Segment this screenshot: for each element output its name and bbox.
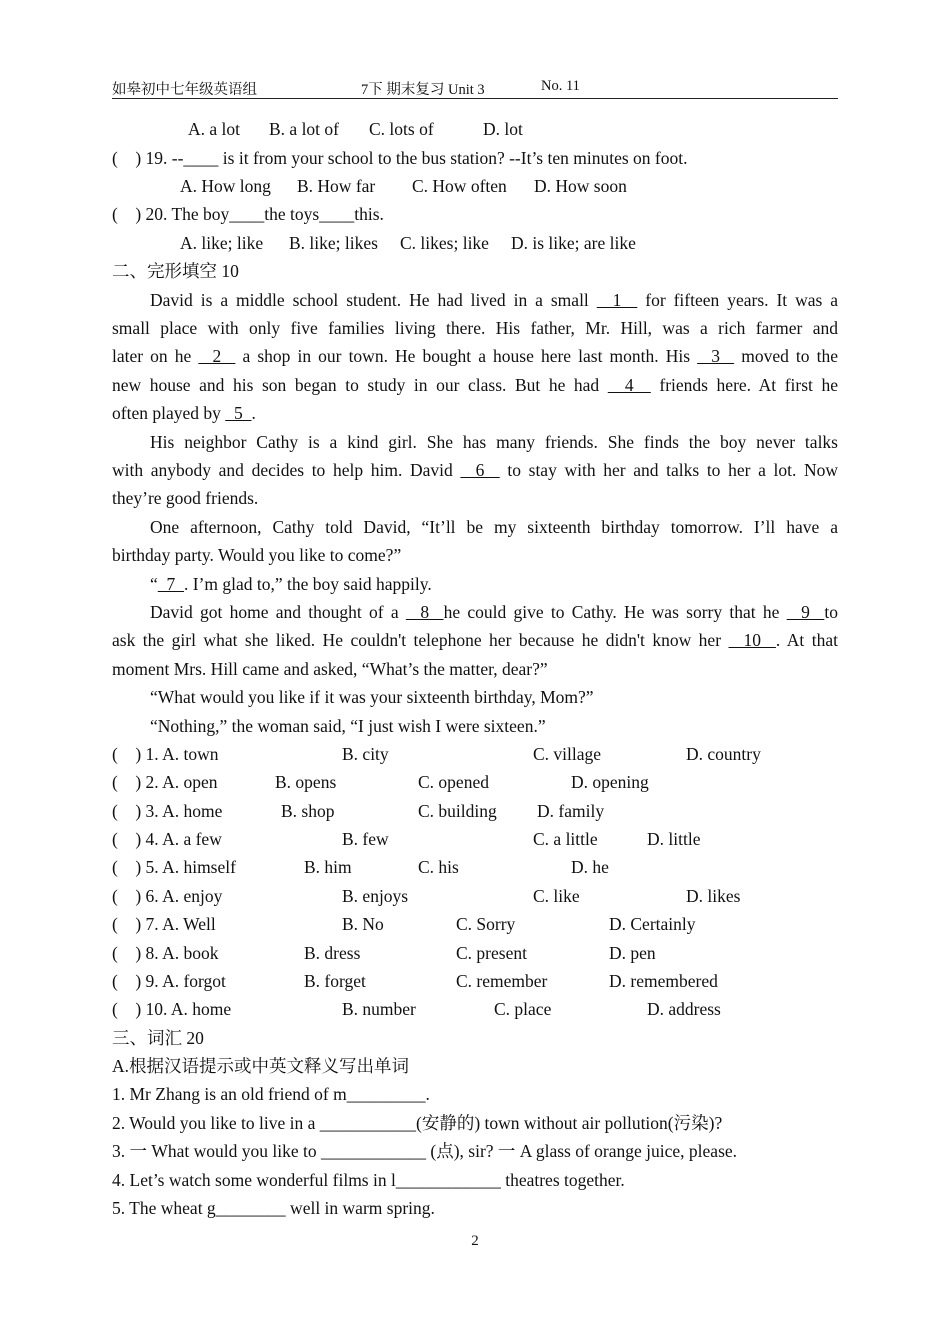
q19-option-a: A. How long	[180, 176, 271, 196]
blank-8: 8	[405, 602, 444, 622]
cloze-q5-b: B. him	[304, 857, 352, 877]
cloze-q3-c: C. building	[418, 801, 497, 821]
cloze-q6-d: D. likes	[686, 886, 741, 906]
vocab-item-5: 5. The wheat g________ well in warm spring.	[112, 1198, 435, 1218]
blank-9: 9	[786, 602, 825, 622]
page-header	[112, 76, 838, 99]
q20-option-d: D. is like; are like	[511, 233, 636, 253]
cloze-q5-a: ( ) 5. A. himself	[112, 857, 236, 877]
blank-4: 4	[607, 375, 651, 395]
cloze-q7-c: C. Sorry	[456, 914, 516, 934]
q20-option-c: C. likes; like	[400, 233, 489, 253]
cloze-p5-line1: David got home and thought of a 8 he could give to Cathy. He was sorry that he 9 to	[150, 602, 838, 622]
cloze-p6: “What would you like if it was your sixteenth birthday, Mom?”	[150, 687, 594, 707]
cloze-q9-a: ( ) 9. A. forgot	[112, 971, 226, 991]
q20-stem: ( ) 20. The boy____the toys____this.	[112, 204, 384, 224]
cloze-p3-line1: One afternoon, Cathy told David, “It’ll be my sixteenth birthday tomorrow. I’ll have a	[150, 517, 838, 537]
cloze-q4-d: D. little	[647, 829, 701, 849]
header-number: No. 11	[541, 78, 580, 94]
blank-7: 7	[157, 574, 185, 594]
cloze-q8-d: D. pen	[609, 943, 656, 963]
cloze-p2-line3: they’re good friends.	[112, 488, 259, 508]
cloze-q2-c: C. opened	[418, 772, 489, 792]
page-number: 2	[471, 1233, 479, 1249]
q20-option-b: B. like; likes	[289, 233, 378, 253]
cloze-q9-d: D. remembered	[609, 971, 718, 991]
cloze-p7: “Nothing,” the woman said, “I just wish I were sixteen.”	[150, 716, 546, 736]
cloze-p2-line2: with anybody and decides to help him. David 6 to stay with her and talks to her a lot. Now	[112, 460, 839, 480]
cloze-q4-b: B. few	[342, 829, 389, 849]
cloze-q4-c: C. a little	[533, 829, 598, 849]
cloze-q10-c: C. place	[494, 999, 552, 1019]
cloze-q2-d: D. opening	[571, 772, 649, 792]
q18-option-b: B. a lot of	[269, 119, 339, 139]
cloze-p1-line2: small place with only five families living there. His father, Mr. Hill, was a rich farmer and	[112, 318, 838, 338]
cloze-p1-line3: later on he 2 a shop in our town. He bought a house here last month. His 3 moved to the	[112, 346, 838, 366]
cloze-q10-b: B. number	[342, 999, 416, 1019]
vocab-item-2: 2. Would you like to live in a ___________(安静的) town without air pollution(污染)?	[112, 1113, 723, 1133]
q20-option-a: A. like; like	[180, 233, 264, 253]
cloze-q1-a: ( ) 1. A. town	[112, 744, 219, 764]
vocab-item-3: 3. 一 What would you like to ____________ (点), sir? 一 A glass of orange juice, please.	[112, 1141, 738, 1161]
cloze-q1-c: C. village	[533, 744, 602, 764]
q19-option-b: B. How far	[297, 176, 376, 196]
q18-option-a: A. a lot	[188, 119, 241, 139]
cloze-p2-line1: His neighbor Cathy is a kind girl. She has many friends. She finds the boy never talks	[150, 432, 838, 452]
blank-2: 2	[198, 346, 236, 366]
cloze-p1-line4: new house and his son began to study in our class. But he had 4 friends here. At first he	[112, 375, 839, 395]
cloze-q6-b: B. enjoys	[342, 886, 409, 906]
cloze-q7-d: D. Certainly	[609, 914, 696, 934]
blank-3: 3	[697, 346, 735, 366]
blank-1: 1	[596, 290, 638, 310]
cloze-q3-d: D. family	[537, 801, 605, 821]
cloze-q5-c: C. his	[418, 857, 459, 877]
cloze-q7-b: B. No	[342, 914, 384, 934]
cloze-q7-a: ( ) 7. A. Well	[112, 914, 216, 934]
cloze-q6-a: ( ) 6. A. enjoy	[112, 886, 223, 906]
cloze-q6-c: C. like	[533, 886, 580, 906]
cloze-q8-b: B. dress	[304, 943, 361, 963]
cloze-q5-d: D. he	[571, 857, 609, 877]
cloze-q3-b: B. shop	[281, 801, 335, 821]
cloze-p3-line2: birthday party. Would you like to come?”	[112, 545, 402, 565]
cloze-q3-a: ( ) 3. A. home	[112, 801, 223, 821]
cloze-q10-a: ( ) 10. A. home	[112, 999, 232, 1019]
blank-6: 6	[460, 460, 500, 480]
q19-option-c: C. How often	[412, 176, 507, 196]
blank-10: 10	[728, 630, 776, 650]
vocab-item-4: 4. Let’s watch some wonderful films in l____________ theatres together.	[112, 1170, 625, 1190]
cloze-p1-line1: David is a middle school student. He had lived in a small 1 for fifteen years. It was a	[150, 290, 839, 310]
header-school: 如皋初中七年级英语组	[112, 82, 257, 98]
q18-option-c: C. lots of	[369, 119, 434, 139]
cloze-q9-c: C. remember	[456, 971, 548, 991]
q19-option-d: D. How soon	[534, 176, 627, 196]
cloze-q2-b: B. opens	[275, 772, 337, 792]
cloze-p4: “ 7 . I’m glad to,” the boy said happily.	[150, 574, 432, 594]
header-unit: 7下 期末复习 Unit 3	[361, 82, 485, 98]
cloze-q1-b: B. city	[342, 744, 389, 764]
cloze-q8-c: C. present	[456, 943, 527, 963]
cloze-q9-b: B. forget	[304, 971, 366, 991]
cloze-p5-line2: ask the girl what she liked. He couldn't telephone her because he didn't know her 10 . At that	[112, 630, 839, 650]
vocab-item-1: 1. Mr Zhang is an old friend of m_________.	[112, 1084, 430, 1104]
cloze-heading: 二、完形填空 10	[112, 261, 239, 281]
vocab-heading: 三、词汇 20	[112, 1028, 204, 1048]
cloze-q10-d: D. address	[647, 999, 721, 1019]
cloze-p1-line5: often played by 5 .	[112, 403, 256, 423]
cloze-p5-line3: moment Mrs. Hill came and asked, “What’s the matter, dear?”	[112, 659, 548, 679]
vocab-subheading: A.根据汉语提示或中英文释义写出单词	[112, 1056, 410, 1076]
cloze-q1-d: D. country	[686, 744, 761, 764]
q19-stem: ( ) 19. --____ is it from your school to the bus station? --It’s ten minutes on foot.	[112, 148, 688, 168]
q18-option-d: D. lot	[483, 119, 523, 139]
cloze-q2-a: ( ) 2. A. open	[112, 772, 218, 792]
cloze-q8-a: ( ) 8. A. book	[112, 943, 219, 963]
cloze-q4-a: ( ) 4. A. a few	[112, 829, 222, 849]
blank-5: 5	[225, 403, 252, 423]
